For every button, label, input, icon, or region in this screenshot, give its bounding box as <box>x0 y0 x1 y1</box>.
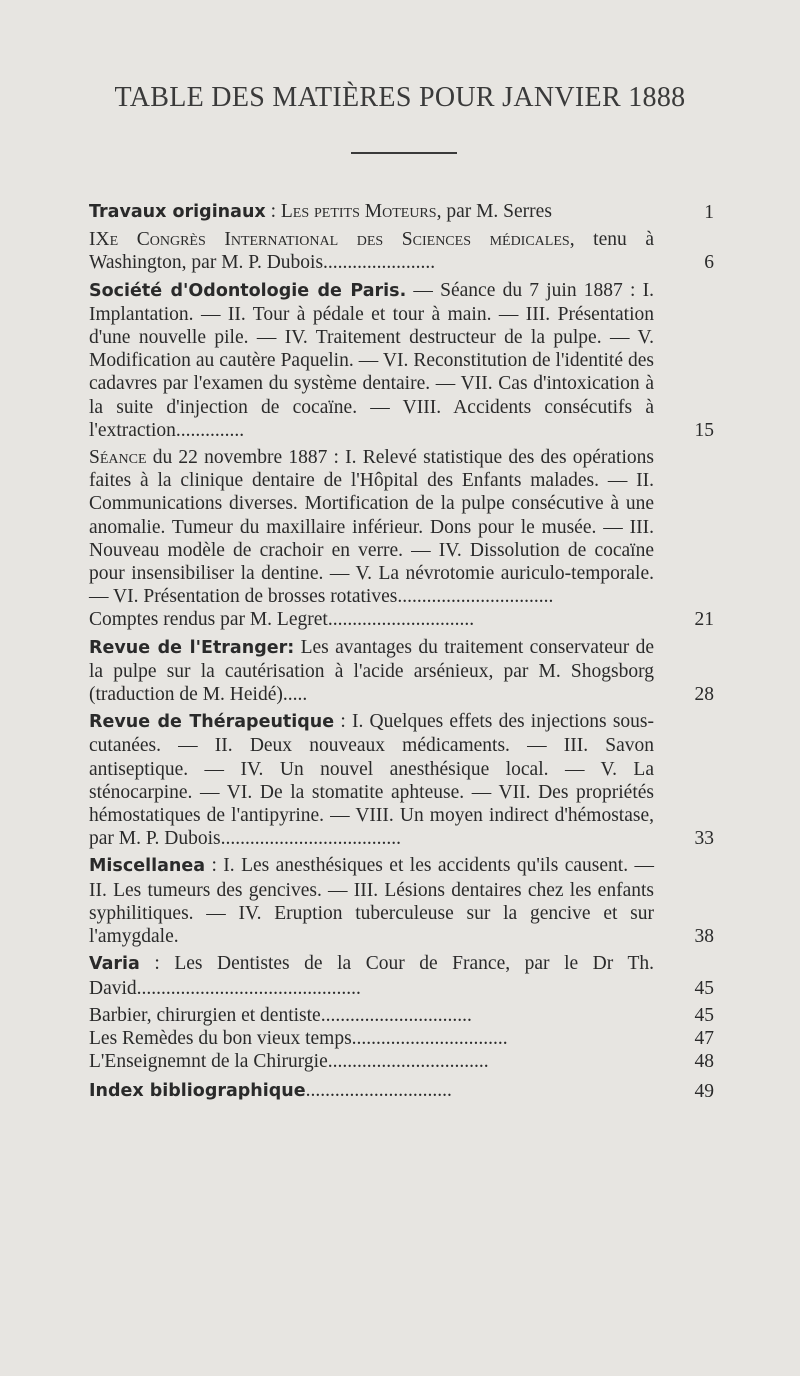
toc-entry-barbier <box>89 1004 714 1027</box>
toc-entry-index <box>89 1079 714 1103</box>
toc-entry-text: : Les Dentistes de la Cour de France, par le Dr Th. David.............................................. <box>89 953 654 999</box>
toc-page-number: 38 <box>694 926 714 948</box>
toc-entry-revue-therapeutique <box>89 710 714 850</box>
toc-entry-text: : I. Les anesthésiques et les accidents qu'ils causent. — II. Les tumeurs des gencives. — III. Lésions dentaires chez les enfants syphilitiques. — IV. Eruption tuberculeuse sur la gencive et sur l'amygdale. <box>89 855 654 948</box>
toc-entry-text: Barbier, chirurgien et dentiste............................... <box>89 1004 472 1026</box>
toc-page-number: 15 <box>694 419 714 441</box>
toc-entry-smallcaps: Séance <box>89 447 147 469</box>
toc-page-number: 45 <box>694 1004 714 1026</box>
toc-entry-remedes <box>89 1027 714 1050</box>
toc-entry-comptes <box>89 608 714 631</box>
toc-page-number: 47 <box>694 1027 714 1049</box>
toc-entry-enseignement <box>89 1050 714 1073</box>
toc-entry-seance <box>89 446 714 608</box>
toc-entry-text: — Séance du 7 juin 1887 : I. Implantation. — II. Tour à pédale et tour à main. — III. Présentation d'une nouvelle pile. — IV. Traitement destructeur de la pulpe. — V. Modification au cautère Paquelin. — VI. Reconstitution de l'identité des cadavres par l'examen du système dentaire. — VII. Cas d'intoxication à la suite d'injection de cocaïne. — VIII. Accidents consécutifs à l'extraction.............. <box>89 279 654 441</box>
toc-page-number: 21 <box>694 609 714 631</box>
toc-entry-heading: Index bibliographique <box>89 1081 306 1102</box>
toc-entry-heading: Revue de Thérapeutique <box>89 712 335 733</box>
toc-entry-smallcaps: IXe Congrès International des Sciences médicales <box>89 229 570 251</box>
toc-entry-heading: Varia <box>89 954 140 975</box>
title-rule <box>351 152 457 154</box>
toc-entry-text: Comptes rendus par M. Legret.............................. <box>89 609 475 631</box>
toc-entry-text: .............................. <box>305 1080 452 1102</box>
toc-page-number: 48 <box>694 1051 714 1073</box>
toc-page-number: 45 <box>694 977 714 999</box>
toc-entry-travaux: Travaux originaux : Les petits Moteurs, par M. Serres 1 <box>89 201 714 223</box>
toc-entry-text: , tenu à Washington, par M. P. Dubois....................... <box>89 229 654 274</box>
toc-entry-societe <box>89 279 714 442</box>
toc-entry-revue-etranger <box>89 636 714 707</box>
toc-entry-text: : I. Quelques effets des injections sous-cutanées. — II. Deux nouveaux médicaments. — III. Savon antiseptique. — IV. Un nouvel anesthésique local. — V. La sténocarpine. — VI. De la stomatite aphteuse. — VII. Des propriétés hémostatiques de l'antipyrine. — VIII. Un moyen indirect d'hémostase, par M. P. Dubois..................................... <box>89 711 655 850</box>
toc-entry-heading: Société d'Odontologie de Paris. <box>89 280 407 301</box>
toc-entry-congres <box>89 228 714 274</box>
toc-page-number: 49 <box>694 1081 714 1103</box>
toc-page-number: 33 <box>694 828 714 850</box>
table-of-contents <box>89 200 714 1108</box>
toc-page-number: 6 <box>704 252 714 274</box>
page-title: TABLE DES MATIÈRES POUR JANVIER 1888 <box>114 82 686 113</box>
toc-entry-heading: Revue de l'Etranger: <box>89 637 295 658</box>
toc-entry-miscellanea <box>89 854 714 948</box>
toc-entry-heading: Travaux originaux <box>89 202 266 222</box>
toc-entry-heading: Miscellanea <box>89 856 206 877</box>
toc-entry-text: du 22 novembre 1887 : I. Relevé statistique des des opérations faites à la clinique dentaire de l'Hôpital des Enfants malades. — II. Communications diverses. Mortification de la pulpe consécutive à une anomalie. Tumeur du maxillaire inférieur. Dons pour le musée. — III. Nouveau modèle de crachoir en verre. — IV. Dissolution de cocaïne pour insensibiliser la dentine. — V. La névrotomie auriculo-temporale. — VI. Présentation de brosses rotatives................................ <box>89 447 654 608</box>
toc-page-number: 1 <box>704 202 714 223</box>
toc-entry-smallcaps: Les petits Moteurs <box>280 201 437 222</box>
toc-entry-varia <box>89 952 714 999</box>
toc-page-number: 28 <box>694 684 714 706</box>
toc-entry-text: Les Remèdes du bon vieux temps................................ <box>89 1027 508 1049</box>
toc-entry-text: , par M. Serres <box>436 201 552 222</box>
toc-entry-text: Les avantages du traitement conservateur de la pulpe sur la cautérisation à l'acide arsénieux, par M. Shogsborg (traduction de M. Heidé)..... <box>89 636 654 706</box>
toc-entry-text: L'Enseignemnt de la Chirurgie................................. <box>89 1051 489 1073</box>
